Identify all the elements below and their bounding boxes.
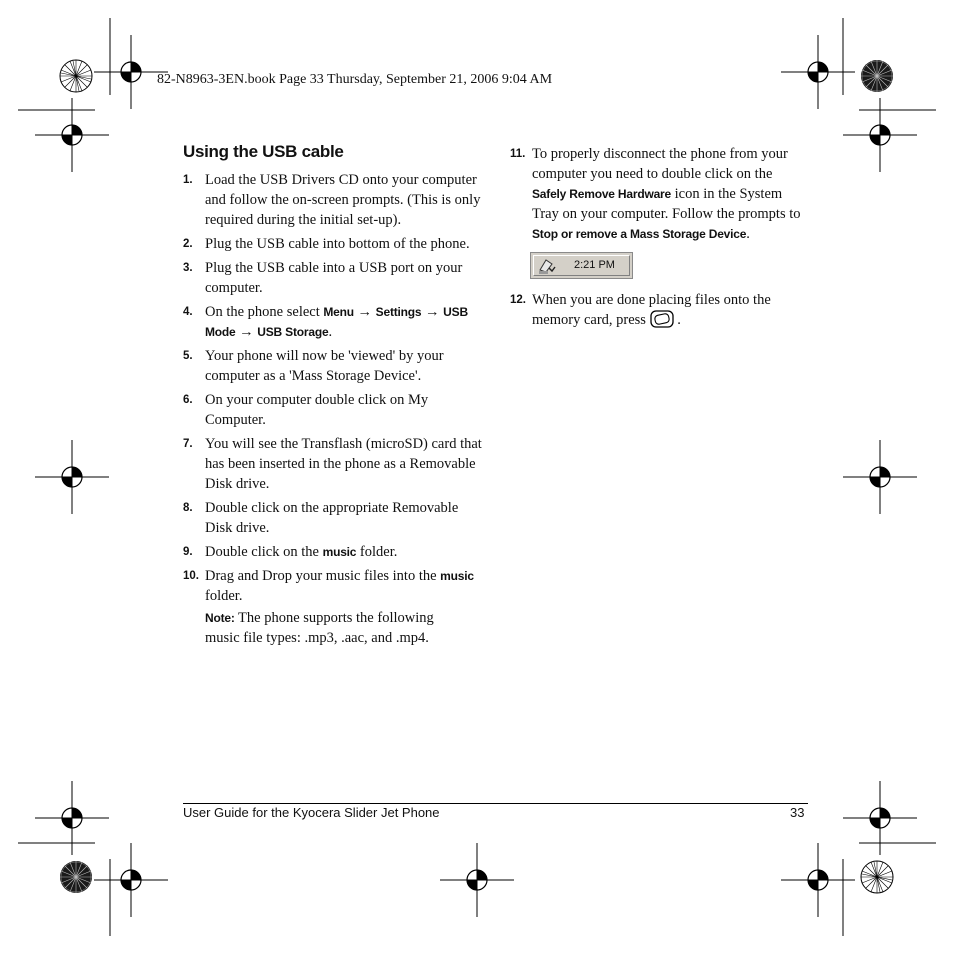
step-text: . [673,312,681,328]
ui-term: Menu [323,305,354,319]
step-number: 2. [183,238,193,250]
step-number: 7. [183,438,193,450]
step-text: . [746,226,750,242]
footer-rule [183,803,808,804]
step-text: → [421,304,444,320]
step-text: Your phone will now be 'viewed' by your computer as a 'Mass Storage Device'. [205,348,444,384]
step-text: Double click on the [205,544,323,560]
step-number: 8. [183,502,193,514]
step-text: → [353,304,376,320]
book-file-info: 82-N8963-3EN.book Page 33 Thursday, September 21, 2006 9:04 AM [157,72,553,87]
step-text: . [328,324,333,340]
step-number: 10. [183,570,199,582]
step-text: Load the USB Drivers CD onto your computer and follow the on-screen prompts. (This is only required during the initial set-up). [205,172,481,228]
steps-list-right [510,144,810,338]
ui-term: Safely Remove Hardware [532,187,672,201]
step-item [510,290,810,334]
section-title: Using the USB cable [183,142,344,161]
ui-term: music [440,569,474,583]
step-item [183,434,483,494]
step-item [183,498,483,538]
step-item [183,234,483,254]
note-label: Note: [205,611,235,625]
step-text: To properly disconnect the phone from your computer you need to double click on the [532,146,788,182]
tray-clock: 2:21 PM [574,259,615,271]
step-item [183,346,483,386]
step-number: 11. [510,148,526,160]
safely-remove-hardware-icon [537,256,559,281]
end-key-icon [650,310,674,334]
step-text: Plug the USB cable into a USB port on your computer. [205,260,463,296]
step-number: 5. [183,350,193,362]
ui-term: music [322,545,357,559]
step-text: folder. [205,588,243,604]
step-item [183,390,483,430]
note-text: The phone supports the following music file types: .mp3, .aac, and .mp4. [205,610,434,646]
step-text: Drag and Drop your music files into the [205,568,441,584]
step-number: 6. [183,394,193,406]
step-number: 9. [183,546,193,558]
step-text: icon in the System Tray on your computer. Follow the prompts to [532,186,801,222]
step-text: Plug the USB cable into bottom of the phone. [205,236,470,252]
step-text: Double click on the appropriate Removable Disk drive. [205,500,459,536]
system-tray-screenshot [530,252,633,279]
step-number: 1. [183,174,193,186]
footer-guide-title: User Guide for the Kyocera Slider Jet Phone [183,805,440,820]
step-text: → [235,324,258,340]
ui-term: USB Mode [205,305,468,339]
step-number: 12. [510,294,526,306]
step-text: You will see the Transflash (microSD) card that has been inserted in the phone as a Removable Disk drive. [205,436,482,492]
step-item [183,542,483,562]
step-text: On the phone select [205,304,324,320]
ui-term: USB Storage [257,325,329,339]
step-item [183,566,483,606]
step-item [183,302,483,342]
steps-list-left [183,170,483,610]
step-number: 3. [183,262,193,274]
ui-term: Settings [375,305,422,319]
step-text: When you are done placing files onto the memory card, press [532,292,771,328]
footer-page-number: 33 [790,805,805,820]
step-text: folder. [356,544,398,560]
ui-term: Stop or remove a Mass Storage Device [532,227,747,241]
step-item [183,170,483,230]
step-item [183,258,483,298]
step-text: On your computer double click on My Computer. [205,392,429,428]
step-number: 4. [183,306,193,318]
note [205,608,465,648]
step-item [510,144,810,244]
